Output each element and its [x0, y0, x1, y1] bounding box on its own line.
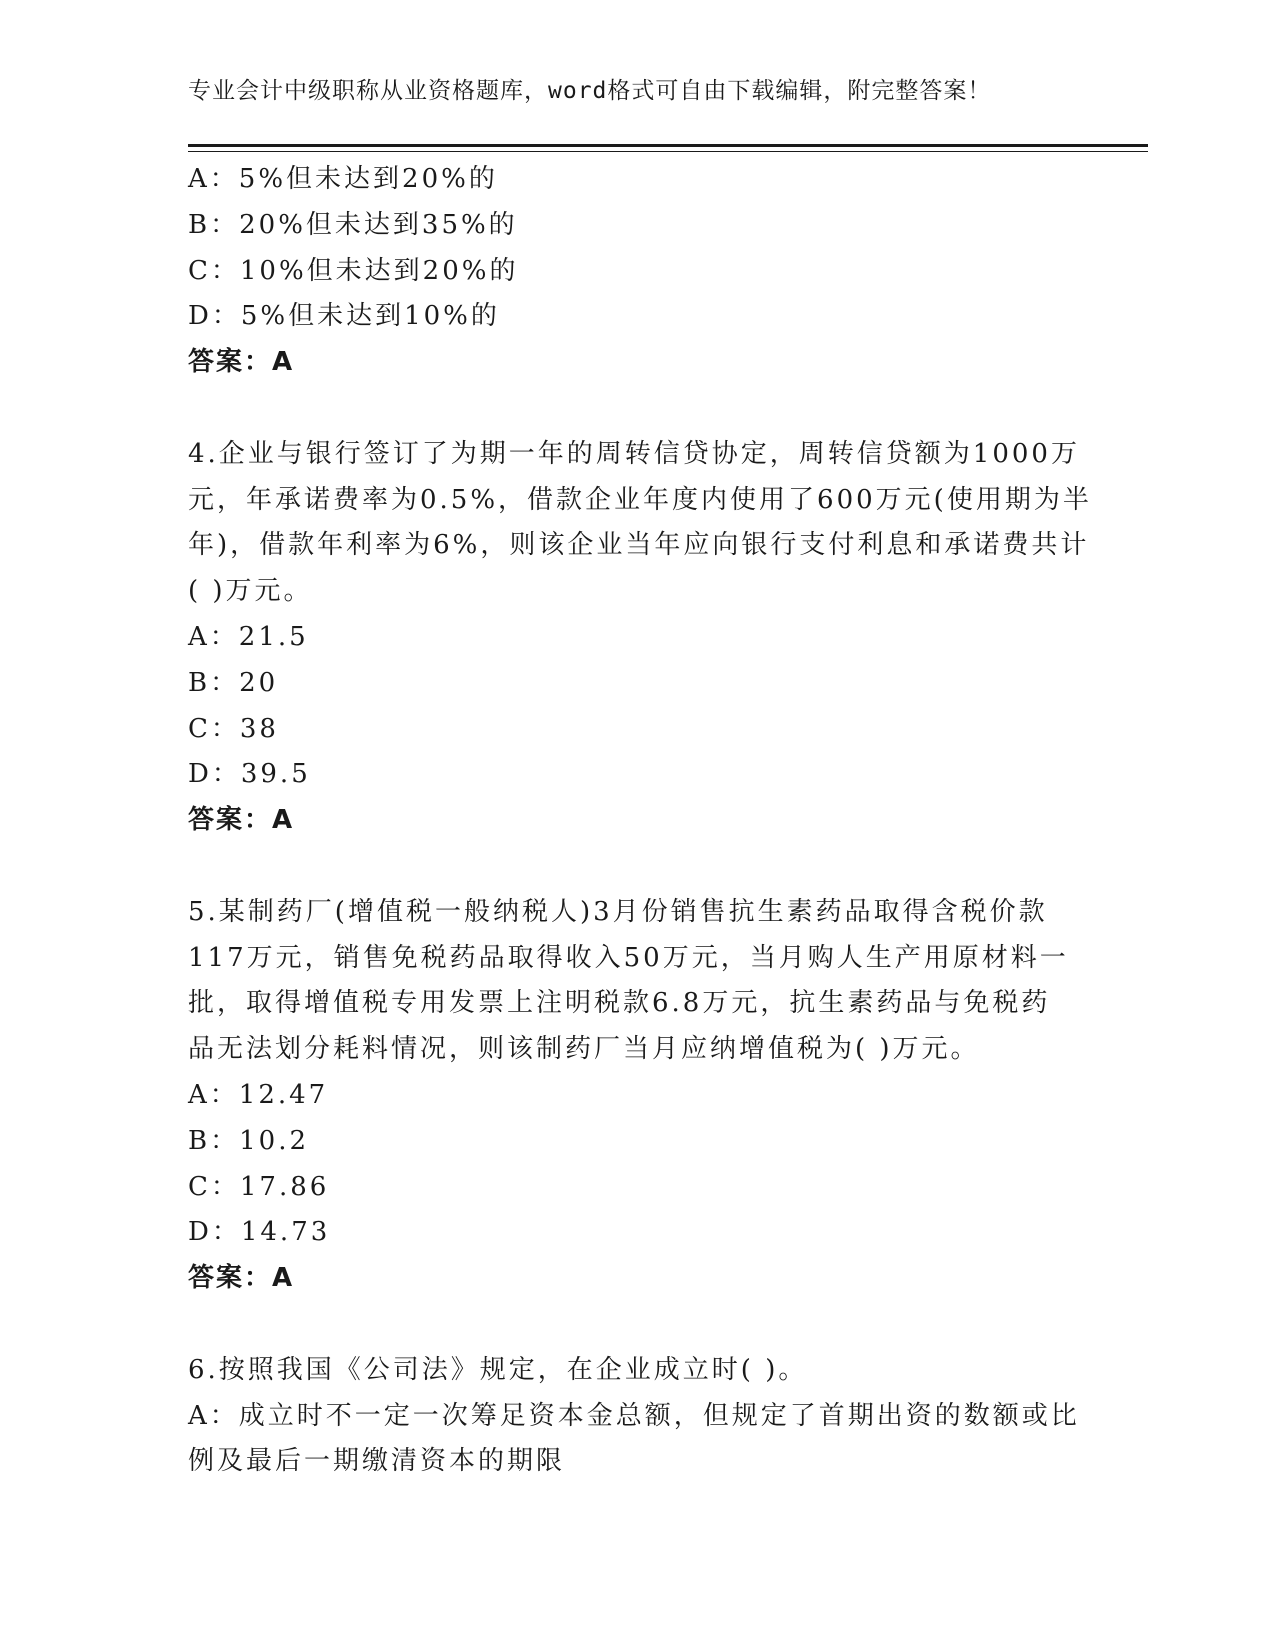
- question-text-line: ( )万元。: [188, 576, 313, 607]
- question-text-line: 6.按照我国《公司法》规定，在企业成立时( )。: [188, 1354, 808, 1385]
- option-a: A：成立时不一定一次筹足资本金总额，但规定了首期出资的数额或比: [188, 1400, 1080, 1431]
- question-text-line: 4.企业与银行签订了为期一年的周转信贷协定，周转信贷额为1000万: [188, 438, 1080, 469]
- option-c: C：17.86: [188, 1171, 330, 1202]
- option-c: C：10%但未达到20%的: [188, 255, 519, 286]
- question-text-line: 年)，借款年利率为6%，则该企业当年应向银行支付利息和承诺费共计: [188, 530, 1090, 561]
- question-6-block: [188, 1348, 1088, 1485]
- option-b: B：10.2: [188, 1125, 309, 1156]
- option-c: C：38: [188, 713, 279, 744]
- question-4-block: [188, 432, 1092, 844]
- option-a: A：21.5: [188, 621, 309, 652]
- question-text-line: 5.某制药厂(增值税一般纳税人)3月份销售抗生素药品取得含税价款: [188, 896, 1048, 927]
- option-a: A：5%但未达到20%的: [188, 164, 498, 194]
- question-text-line: 批，取得增值税专用发票上注明税款6.8万元，抗生素药品与免税药: [188, 988, 1051, 1019]
- answer-line: 答案：A: [188, 347, 295, 378]
- option-a-continued: 例及最后一期缴清资本的期限: [188, 1446, 566, 1477]
- header-rule-thick: [188, 144, 1148, 147]
- option-b: B：20%但未达到35%的: [188, 209, 518, 240]
- answer-line: 答案：A: [188, 1263, 295, 1294]
- question-text-line: 元，年承诺费率为0.5%，借款企业年度内使用了600万元(使用期为半: [188, 484, 1092, 515]
- question-5-block: [188, 890, 1088, 1302]
- answer-line: 答案：A: [188, 805, 295, 836]
- question-text-line: 117万元，销售免税药品取得收入50万元，当月购人生产用原材料一: [188, 942, 1069, 973]
- option-a: A：12.47: [188, 1079, 329, 1110]
- header-rule-thin: [188, 151, 1148, 152]
- question-text-line: 品无法划分耗料情况，则该制药厂当月应纳增值税为( )万元。: [188, 1034, 980, 1065]
- page-content: [188, 157, 1092, 1485]
- option-d: D：39.5: [188, 759, 311, 790]
- option-d: D：5%但未达到10%的: [188, 301, 500, 332]
- option-b: B：20: [188, 667, 279, 698]
- option-d: D：14.73: [188, 1217, 331, 1248]
- question-3-block: [188, 157, 1088, 386]
- page-header: 专业会计中级职称从业资格题库，word格式可自由下载编辑，附完整答案！: [188, 78, 992, 104]
